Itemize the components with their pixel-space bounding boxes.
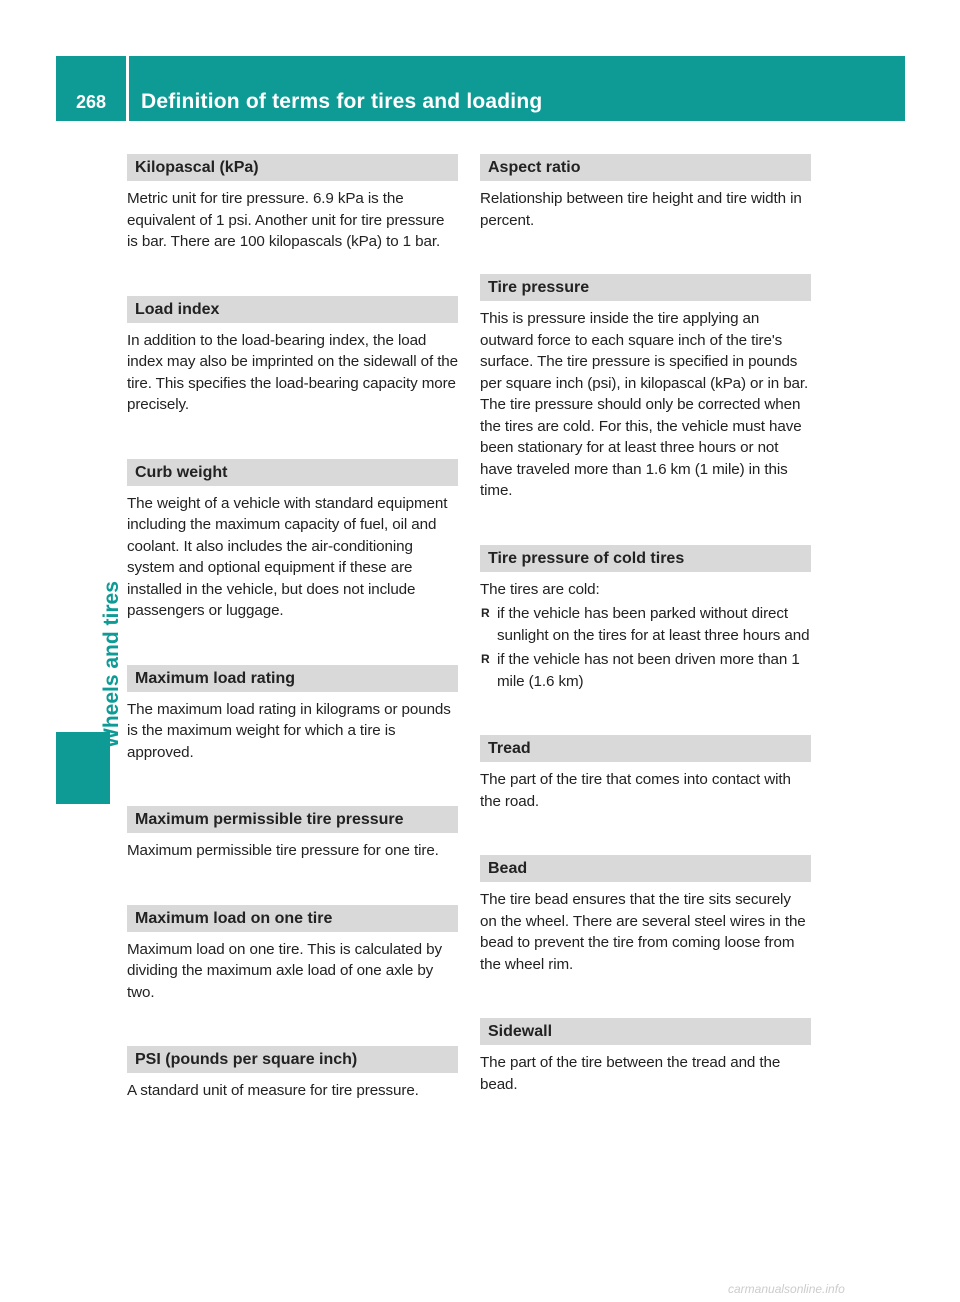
- section-label: Wheels and tires: [100, 581, 123, 748]
- term-entry: [127, 665, 458, 764]
- term-entry: [480, 855, 811, 975]
- term-heading: Maximum permissible tire pressure: [127, 806, 458, 833]
- term-definition: The weight of a vehicle with standard equipment including the maximum capacity of fuel, oil and coolant. It also includes the air-conditioning system and optional equipment if these are installed in the vehicle, but does not include passengers or luggage.: [127, 494, 448, 619]
- term-heading: Tread: [480, 735, 811, 762]
- term-heading: Aspect ratio: [480, 154, 811, 181]
- term-heading: Sidewall: [480, 1018, 811, 1045]
- term-heading: PSI (pounds per square inch): [127, 1046, 458, 1073]
- term-entry: [127, 296, 458, 416]
- term-entry: [480, 735, 811, 812]
- term-definition: Metric unit for tire pressure. 6.9 kPa is the equivalent of 1 psi. Another unit for tire pressure is bar. There are 100 kilopascals (kPa) to 1 bar.: [127, 190, 445, 250]
- term-definition: In addition to the load-bearing index, the load index may also be imprinted on the sidewall of the tire. This specifies the load-bearing capacity more precisely.: [127, 331, 459, 413]
- term-heading: Tire pressure of cold tires: [480, 545, 811, 572]
- term-definition: Maximum load on one tire. This is calculated by dividing the maximum axle load of one axle by two.: [127, 940, 442, 1001]
- term-definition: The part of the tire that comes into contact with the road.: [480, 771, 791, 810]
- watermark: carmanualsonline.info: [728, 1282, 845, 1296]
- term-definition: The tire bead ensures that the tire sits securely on the wheel. There are several steel wires in the bead to prevent the tire from coming loose from the wheel rim.: [480, 891, 806, 973]
- term-definition: This is pressure inside the tire applying an outward force to each square inch of the tire's surface. The tire pressure is specified in pounds per square inch (psi), in kilopascal (kPa) or in bar. The tire pressure should only be corrected when the tires are cold. For this, the vehicle must have been stationary for at least three hours or not have traveled more than 1.6 km (1 mile) in this time.: [480, 310, 809, 499]
- page-number: 268: [75, 92, 107, 112]
- term-heading: Load index: [127, 296, 458, 323]
- term-definition: Relationship between tire height and tire width in percent.: [480, 190, 802, 229]
- term-entry: [127, 154, 458, 253]
- term-entry: [127, 459, 458, 622]
- term-entry: [480, 154, 811, 231]
- term-entry: [480, 274, 811, 502]
- term-heading: Curb weight: [127, 459, 458, 486]
- term-heading: Maximum load on one tire: [127, 905, 458, 932]
- term-definition: The maximum load rating in kilograms or pounds is the maximum weight for which a tire is approved.: [127, 700, 451, 761]
- term-definition: A standard unit of measure for tire pressure.: [127, 1082, 419, 1099]
- term-entry: [480, 545, 811, 693]
- term-heading: Kilopascal (kPa): [127, 154, 458, 181]
- term-entry: [127, 1046, 458, 1102]
- bullet-list: [480, 603, 811, 692]
- term-entry: [480, 1018, 811, 1095]
- right-column: [480, 154, 811, 1138]
- term-definition: [480, 579, 811, 693]
- left-column: [127, 154, 458, 1145]
- header-divider: [126, 56, 129, 121]
- term-heading: Bead: [480, 855, 811, 882]
- term-entry: [127, 806, 458, 862]
- term-intro: The tires are cold:: [480, 580, 600, 598]
- page-title: Definition of terms for tires and loading: [141, 90, 543, 113]
- list-item: R if the vehicle has not been driven more than 1 mile (1.6 km): [480, 649, 811, 692]
- term-definition: Maximum permissible tire pressure for one tire.: [127, 842, 439, 859]
- term-heading: Tire pressure: [480, 274, 811, 301]
- term-heading: Maximum load rating: [127, 665, 458, 692]
- term-definition: The part of the tire between the tread and the bead.: [480, 1054, 781, 1093]
- list-item: R if the vehicle has been parked without direct sunlight on the tires for at least three hours and: [480, 603, 811, 646]
- term-entry: [127, 905, 458, 1004]
